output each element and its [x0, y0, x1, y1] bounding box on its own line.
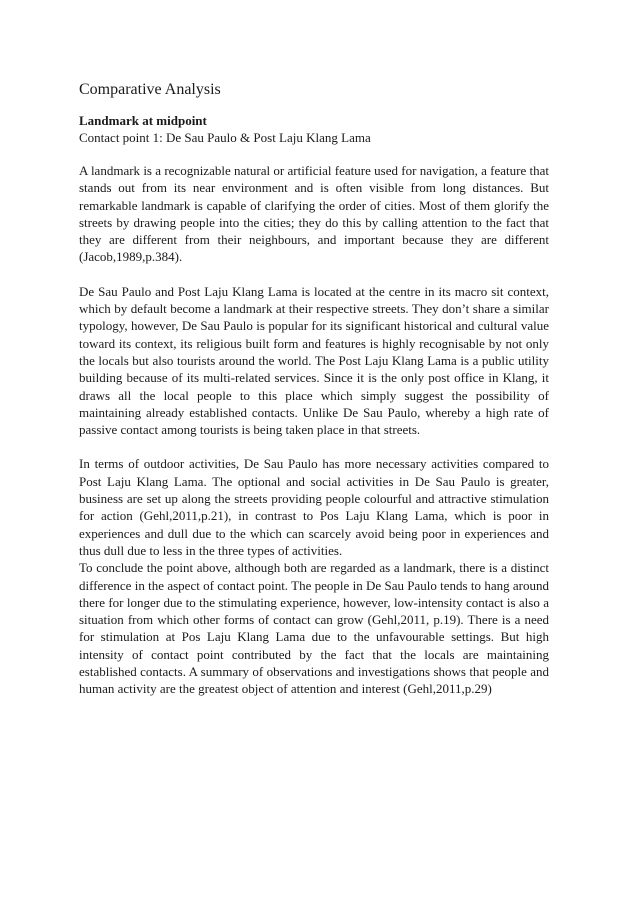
paragraph-landmark-definition: A landmark is a recognizable natural or artificial feature used for navigation, a feature that stands out from its near environment and is often visible from long distances. But remarkable landmark is capable of clarifying the order of cities. Most of them glorify the streets by drawing people into the cities; they do this by calling attention to the fact that they are different from their neighbours, and important because they are different (Jacob,1989,p.384).	[79, 163, 549, 265]
document-title: Comparative Analysis	[79, 81, 221, 98]
section-heading: Landmark at midpoint	[79, 113, 207, 128]
document-page	[79, 80, 549, 698]
paragraph-conclusion: To conclude the point above, although both are regarded as a landmark, there is a distinct difference in the aspect of contact point. The people in De Sau Paulo tends to hang around there for longer due to the stimulating experience, however, low-intensity contact is also a situation from which other forms of contact can grow (Gehl,2011, p.19). There is a need for stimulation at Pos Laju Klang Lama due to the unfavourable settings. But high intensity of contact point contributed by the fact that the locals are maintaining established contacts. A summary of observations and investigations shows that people and human activity are the greatest object of attention and interest (Gehl,2011,p.29)	[79, 560, 549, 697]
contact-point-subheading: Contact point 1: De Sau Paulo & Post Laju Klang Lama	[79, 130, 371, 145]
paragraph-site-comparison: De Sau Paulo and Post Laju Klang Lama is located at the centre in its macro sit context, which by default become a landmark at their respective streets. They don’t share a similar typology, however, De Sau Paulo is popular for its significant historical and cultural value toward its context, its religious built form and features is highly recognisable by not only the locals but also tourists around the world. The Post Laju Klang Lama is a public utility building because of its multi-related services. Since it is the only post office in Klang, it draws all the local people to this place which simply suggest the possibility of maintaining already established contacts. Unlike De Sau Paulo, whereby a high rate of passive contact among tourists is being taken place in that streets.	[79, 283, 549, 438]
paragraph-outdoor-activities: In terms of outdoor activities, De Sau Paulo has more necessary activities compared to Post Laju Klang Lama. The optional and social activities in De Sau Paulo is greater, business are set up along the streets providing people colourful and attractive stimulation for action (Gehl,2011,p.21), in contrast to Pos Laju Klang Lama, which is poor in experiences and dull due to the which can scarcely avoid being poor in experiences and thus dull due to less in the three types of activities.	[79, 456, 549, 558]
